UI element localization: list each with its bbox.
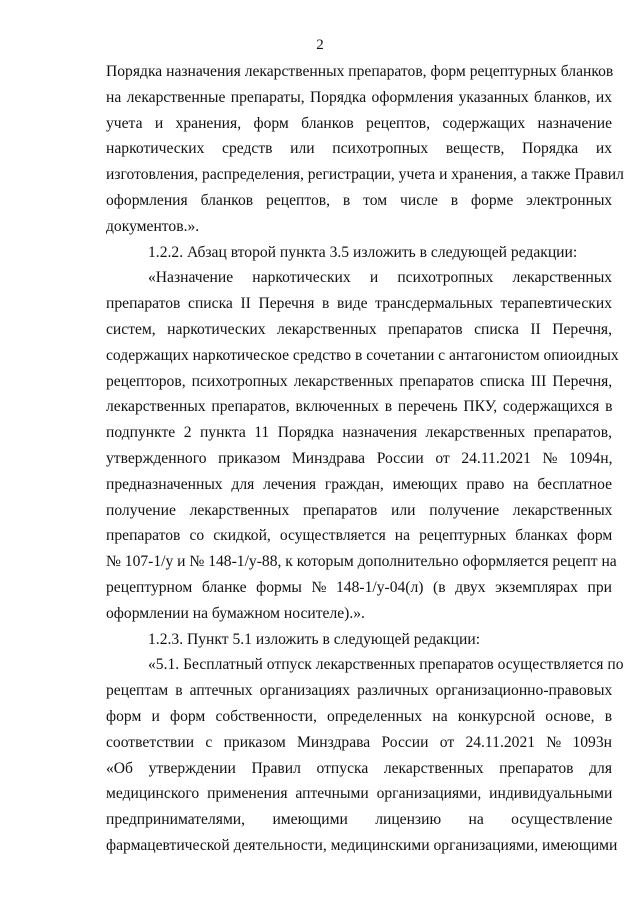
paragraph — [106, 240, 612, 266]
document-body — [106, 59, 624, 859]
text-line: «5.1. Бесплатный отпуск лекарственных препаратов осуществляется по — [148, 656, 624, 674]
text-line: медицинского применения аптечными организациями, индивидуальными — [106, 785, 613, 803]
text-line: препаратов списка II Перечня в виде трансдермальных терапевтических — [106, 295, 612, 313]
text-line: 1.2.3. Пункт 5.1 изложить в следующей редакции: — [148, 630, 481, 648]
text-line: изготовления, распределения, регистрации, учета и хранения, а также Правил — [106, 166, 624, 184]
text-line: фармацевтической деятельности, медицинскими организациями, имеющими — [106, 836, 618, 854]
text-line: 1.2.2. Абзац второй пункта 3.5 изложить в следующей редакции: — [148, 243, 578, 261]
text-line: рецептурном бланке формы № 148-1/у-04(л) (в двух экземплярах при — [106, 578, 612, 596]
paragraph — [106, 291, 619, 626]
text-line: Порядка назначения лекарственных препаратов, форм рецептурных бланков — [106, 63, 614, 80]
text-line: оформления бланков рецептов, в том числе в форме электронных — [106, 191, 613, 209]
text-line: форм и форм собственности, определенных на конкурсной основе, в — [106, 707, 613, 725]
text-line: препаратов со скидкой, осуществляется на рецептурных бланках форм — [106, 527, 613, 545]
text-line: документов.». — [106, 217, 200, 235]
text-line: рецептам в аптечных организациях различных организационно-правовых — [106, 682, 613, 700]
paragraph — [106, 627, 612, 653]
text-line: получение лекарственных препаратов или получение лекарственных — [106, 501, 613, 519]
text-line: утвержденного приказом Минздрава России от 24.11.2021 № 1094н, — [106, 449, 613, 467]
page-number: 2 — [316, 37, 324, 53]
text-line: предназначенных для лечения граждан, имеющих право на бесплатное — [106, 475, 612, 493]
paragraph — [106, 652, 624, 678]
paragraph — [106, 59, 624, 240]
text-line: оформлении на бумажном носителе).». — [106, 604, 365, 622]
text-line: лекарственных препаратов, включенных в перечень ПКУ, содержащихся в — [106, 398, 613, 416]
text-line: «Назначение наркотических и психотропных лекарственных — [148, 269, 613, 287]
paragraph — [106, 265, 612, 291]
text-line: соответствии с приказом Минздрава России от 24.11.2021 № 1093н — [106, 733, 612, 751]
text-line: на лекарственные препараты, Порядка оформления указанных бланков, их — [106, 88, 612, 106]
text-line: предпринимателями, имеющими лицензию на осуществление — [106, 811, 613, 829]
text-line: «Об утверждении Правил отпуска лекарственных препаратов для — [106, 759, 612, 777]
text-line: систем, наркотических лекарственных препаратов списка II Перечня, — [106, 320, 612, 338]
text-line: учета и хранения, форм бланков рецептов, содержащих назначение — [106, 114, 612, 132]
text-line: содержащих наркотическое средство в сочетании с антагонистом опиоидных — [106, 346, 619, 364]
paragraph — [106, 678, 618, 859]
text-line: рецепторов, психотропных лекарственных препаратов списка III Перечня, — [106, 372, 613, 390]
text-line: подпункте 2 пункта 11 Порядка назначения лекарственных препаратов, — [106, 424, 612, 442]
text-line: наркотических средств или психотропных веществ, Порядка их — [106, 140, 612, 158]
text-line: № 107-1/у и № 148-1/у-88, к которым дополнительно оформляется рецепт на — [106, 553, 617, 571]
